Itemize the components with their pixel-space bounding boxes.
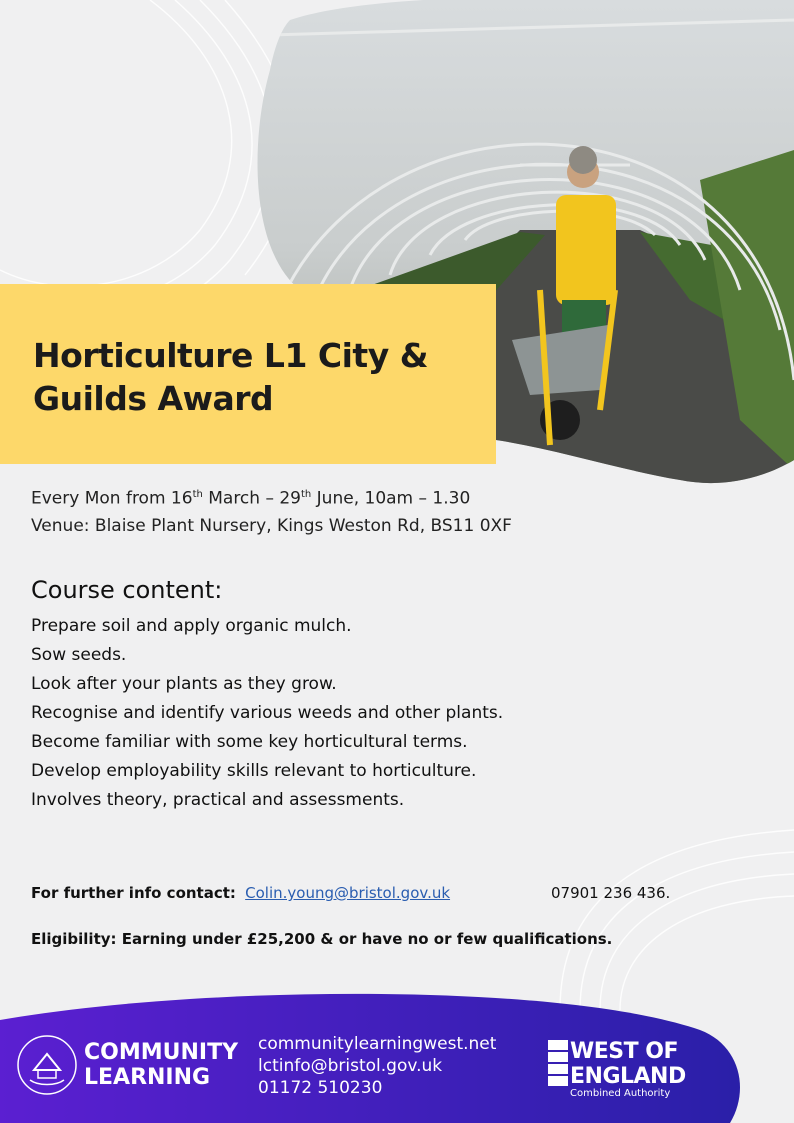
list-item: Recognise and identify various weeds and other plants.: [31, 703, 504, 723]
community-learning-logo: COMMUNITY LEARNING: [84, 1040, 239, 1090]
footer-phone: 01172 510230: [258, 1078, 383, 1098]
list-item: Develop employability skills relevant to horticulture.: [31, 761, 477, 781]
woe-mark-icon: [548, 1040, 568, 1098]
bristol-city-council-seal-icon: [16, 1034, 78, 1096]
contact-line: [31, 884, 671, 902]
schedule-venue: Venue: Blaise Plant Nursery, Kings Weston Rd, BS11 0XF: [31, 515, 512, 536]
contact-label: For further info contact:: [31, 884, 236, 902]
footer-contact-info: [258, 1033, 496, 1099]
list-item: Look after your plants as they grow.: [31, 674, 337, 694]
list-item: Become familiar with some key horticultural terms.: [31, 732, 468, 752]
contact-email-link[interactable]: Colin.young@bristol.gov.uk: [245, 884, 451, 902]
eligibility-text: Eligibility: Earning under £25,200 & or have no or few qualifications.: [31, 930, 613, 948]
schedule: [31, 481, 512, 540]
footer-website[interactable]: communitylearningwest.net: [258, 1034, 497, 1054]
course-content-heading: Course content:: [31, 576, 223, 604]
footer-email[interactable]: lctinfo@bristol.gov.uk: [258, 1056, 443, 1076]
contact-phone: 07901 236 436.: [551, 884, 671, 902]
schedule-dates: Every Mon from 16th March – 29th June, 10am – 1.30: [31, 488, 471, 509]
list-item: Involves theory, practical and assessments.: [31, 790, 405, 810]
list-item: Prepare soil and apply organic mulch.: [31, 616, 352, 636]
course-content-list: [31, 612, 503, 815]
page-title: Horticulture L1 City & Guilds Award: [33, 336, 428, 418]
list-item: Sow seeds.: [31, 645, 127, 665]
